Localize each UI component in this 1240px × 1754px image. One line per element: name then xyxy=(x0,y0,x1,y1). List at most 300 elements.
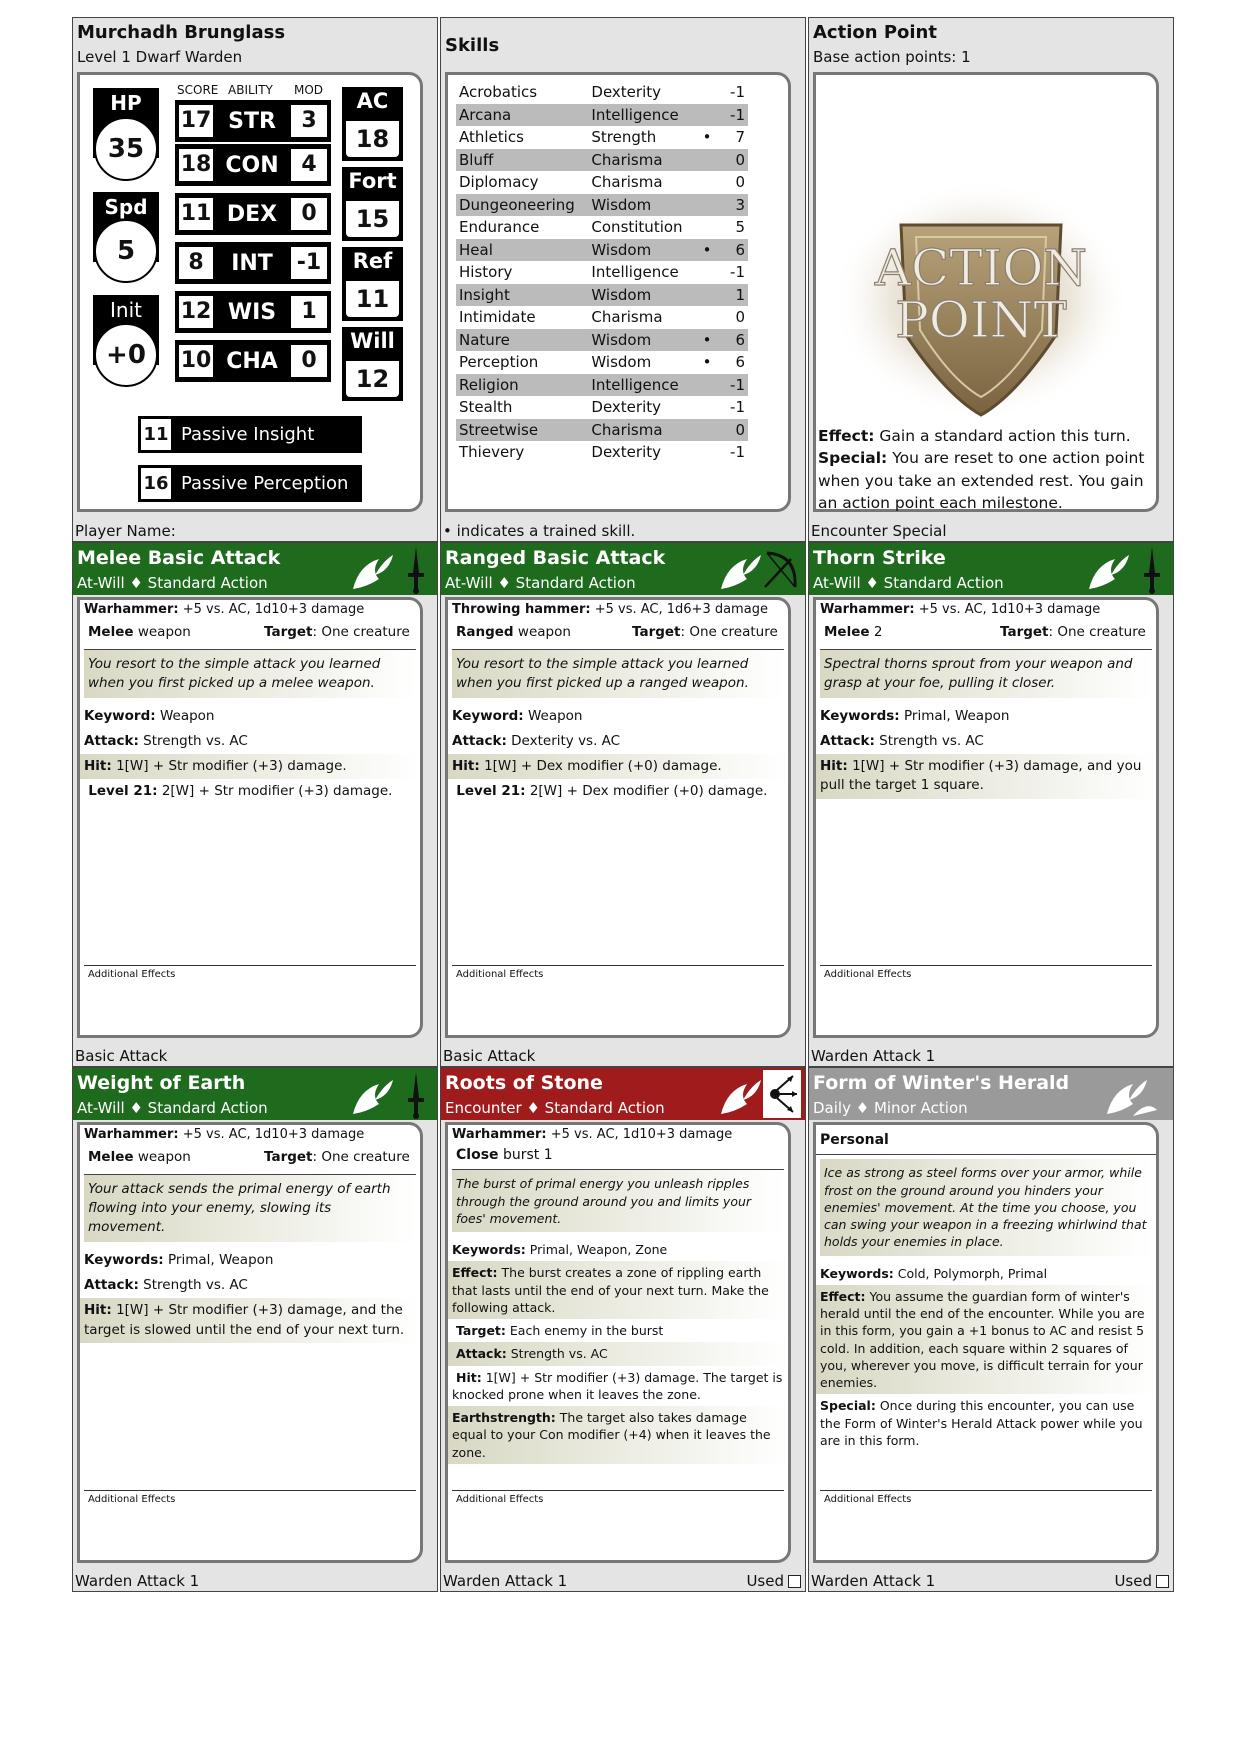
weapon-label: Warhammer: xyxy=(820,602,915,617)
skill-trained-marker xyxy=(694,419,720,442)
skill-trained-marker: • xyxy=(702,128,712,147)
keyword-label: Keyword: xyxy=(452,707,524,724)
flavor-text: Ice as strong as steel forms over your armor, while frost on the ground around you hinders your enemies' movement. At the time you choose, you can swing your weapon in a freezing whirlwind that holds your enemies in place. xyxy=(820,1159,1152,1255)
additional-effects: Additional Effects xyxy=(452,1490,784,1509)
power-body xyxy=(813,597,1159,1038)
keyword-value: Primal, Weapon, Zone xyxy=(529,1242,668,1257)
range-value: burst 1 xyxy=(502,1146,553,1163)
skill-row xyxy=(456,81,748,104)
skill-row xyxy=(456,351,748,374)
defense-will xyxy=(342,327,403,401)
skill-trained-marker xyxy=(694,441,720,464)
power-footer: Warden Attack 1 xyxy=(443,1572,568,1590)
skill-value: -1 xyxy=(730,263,745,282)
additional-effects: Additional Effects xyxy=(820,1490,1152,1509)
hit-label: Hit: xyxy=(84,758,112,775)
effect-line xyxy=(448,1261,788,1319)
skill-trained-marker xyxy=(694,81,720,104)
ability-row-cha xyxy=(175,340,331,382)
skill-name: Athletics xyxy=(459,128,524,147)
attack-value: Strength vs. AC xyxy=(143,1277,248,1294)
range-type: Melee xyxy=(824,624,870,641)
range-type: Close xyxy=(456,1146,499,1163)
ability-row-int xyxy=(175,242,331,284)
leaf-icon xyxy=(717,545,765,595)
keyword-line xyxy=(80,1248,420,1273)
power-usage: At-Will ♦ Standard Action xyxy=(813,574,1004,592)
skill-ability: Dexterity xyxy=(591,443,662,462)
ability-mod: 4 xyxy=(291,149,327,181)
power-body xyxy=(77,597,423,1038)
attack-label: Attack: xyxy=(84,733,139,750)
power-usage: Encounter ♦ Standard Action xyxy=(445,1099,665,1117)
hit-line xyxy=(80,1298,420,1342)
defense-label: Fort xyxy=(348,169,397,193)
skill-row xyxy=(456,329,748,352)
weapon-line xyxy=(80,1125,420,1144)
effect-label: Effect: xyxy=(818,427,875,445)
target-value: : One creature xyxy=(312,624,410,641)
effect-line xyxy=(816,1285,1156,1395)
range-value: weapon xyxy=(137,624,191,641)
ability-name: CON xyxy=(225,152,279,178)
ability-score: 17 xyxy=(179,105,213,137)
hit-label: Hit: xyxy=(455,1369,482,1385)
ability-score: 12 xyxy=(179,296,213,328)
target-label: Target: xyxy=(455,1323,506,1338)
leaf-icon xyxy=(349,545,397,595)
skill-name: History xyxy=(459,263,513,282)
skill-trained-marker xyxy=(694,284,720,307)
character-name: Murchadh Brunglass xyxy=(77,22,286,43)
keyword-line xyxy=(448,704,788,729)
power-footer: Basic Attack xyxy=(75,1047,168,1065)
attack-line xyxy=(80,1273,420,1298)
power-footer: Warden Attack 1 xyxy=(811,1572,936,1590)
defense-value: 15 xyxy=(346,201,399,237)
action-point-art-text-2: POINT xyxy=(895,291,1067,349)
power-header xyxy=(73,1068,437,1120)
skills-panel xyxy=(445,72,791,512)
flavor-text: Your attack sends the primal energy of earth flowing into your enemy, slowing its movement. xyxy=(84,1174,416,1242)
skill-row xyxy=(456,216,748,239)
skill-value: 0 xyxy=(735,308,745,327)
power-title: Ranged Basic Attack xyxy=(445,547,666,569)
attack-line xyxy=(448,1342,788,1365)
skill-name: Heal xyxy=(456,239,588,262)
character-stats-card xyxy=(72,17,438,542)
power-usage: At-Will ♦ Standard Action xyxy=(445,574,636,592)
skill-row xyxy=(456,104,748,127)
weapon-value: +5 vs. AC, 1d10+3 damage xyxy=(182,1127,365,1142)
passive-insight xyxy=(138,416,362,453)
power-title: Form of Winter's Herald xyxy=(813,1072,1070,1094)
defense-value: 18 xyxy=(346,121,399,157)
hit-value: 1[W] + Str modifier (+3) damage. xyxy=(116,758,347,775)
ability-row-str xyxy=(175,100,331,142)
hit-value: 1[W] + Dex modifier (+0) damage. xyxy=(484,758,722,775)
skill-trained-marker xyxy=(694,171,720,194)
flavor-text: Spectral thorns sprout from your weapon and grasp at your foe, pulling it closer. xyxy=(820,649,1152,698)
skills-footnote: • indicates a trained skill. xyxy=(443,522,636,540)
skill-name: Dungeoneering xyxy=(456,194,588,217)
skill-name: Thievery xyxy=(459,443,525,462)
skill-ability: Constitution xyxy=(591,218,683,237)
target-line xyxy=(448,1319,788,1342)
special-line xyxy=(816,1394,1156,1452)
power-body xyxy=(813,1122,1159,1563)
defense-label: AC xyxy=(356,89,389,113)
skill-ability: Intelligence xyxy=(591,263,679,282)
skill-name: Arcana xyxy=(456,104,588,127)
dagger-icon xyxy=(401,1070,431,1120)
used-label: Used xyxy=(746,1572,784,1590)
skills-card xyxy=(440,17,806,542)
ability-score: 18 xyxy=(179,149,213,181)
ability-row-dex xyxy=(175,193,331,235)
used-checkbox[interactable] xyxy=(788,1575,801,1588)
skill-row xyxy=(456,261,748,284)
keyword-line xyxy=(816,1262,1156,1285)
ability-header-label: ABILITY xyxy=(228,83,273,97)
used-checkbox-group[interactable] xyxy=(746,1572,801,1590)
init-value: +0 xyxy=(94,323,158,387)
ability-row-con xyxy=(175,144,331,186)
skill-value: 0 xyxy=(720,149,748,172)
range-type: Melee xyxy=(88,1149,134,1166)
earthstrength-value: The target also takes damage equal to your Con modifier (+4) when it leaves the zone. xyxy=(452,1410,771,1460)
skill-ability: Charisma xyxy=(591,308,663,327)
skill-row xyxy=(456,194,748,217)
power-usage: Daily ♦ Minor Action xyxy=(813,1099,968,1117)
keyword-value: Primal, Weapon xyxy=(903,707,1010,724)
defense-fort xyxy=(342,167,403,241)
defense-label: Ref xyxy=(352,249,393,273)
power-body xyxy=(445,1122,791,1563)
attack-label: Attack: xyxy=(455,1346,507,1362)
skill-value: -1 xyxy=(730,398,745,417)
skill-name: Religion xyxy=(456,374,588,397)
skill-trained-marker xyxy=(694,396,720,419)
hit-value: 1[W] + Str modifier (+3) damage, and you pull the target 1 square. xyxy=(820,758,1142,794)
attack-value: Dexterity vs. AC xyxy=(511,733,621,750)
weapon-value: +5 vs. AC, 1d10+3 damage xyxy=(918,602,1101,617)
level21-line xyxy=(448,779,788,804)
range-target-row xyxy=(80,619,420,642)
skill-name: Perception xyxy=(459,353,539,372)
keyword-value: Cold, Polymorph, Primal xyxy=(897,1265,1048,1281)
bow-icon xyxy=(761,545,801,595)
range-target-row xyxy=(448,619,788,642)
power-card-melee-basic xyxy=(72,542,438,1067)
weapon-value: +5 vs. AC, 1d10+3 damage xyxy=(182,602,365,617)
weapon-line xyxy=(816,600,1156,619)
power-card-winters-herald xyxy=(808,1067,1174,1592)
level21-label: Level 21: xyxy=(88,783,158,800)
target-value: : One creature xyxy=(312,1149,410,1166)
skill-ability: Wisdom xyxy=(588,194,694,217)
skill-value: 7 xyxy=(735,128,745,147)
speed-label: Spd xyxy=(104,195,148,219)
skill-ability: Wisdom xyxy=(588,239,694,262)
level21-label: Level 21: xyxy=(456,783,526,800)
attack-value: Strength vs. AC xyxy=(143,733,248,750)
keyword-line xyxy=(816,704,1156,729)
used-label: Used xyxy=(1114,1572,1152,1590)
leaf-icon xyxy=(1103,1070,1159,1120)
hit-line xyxy=(448,754,788,779)
power-body xyxy=(445,597,791,1038)
target-label: Target xyxy=(632,624,681,641)
target-label: Target xyxy=(1000,624,1049,641)
keyword-label: Keywords: xyxy=(820,707,900,724)
skill-row xyxy=(456,149,748,172)
skill-ability: Wisdom xyxy=(591,353,652,372)
used-checkbox[interactable] xyxy=(1156,1575,1169,1588)
dagger-icon xyxy=(401,545,431,595)
passive-perception-value: 16 xyxy=(141,468,171,499)
player-name-label: Player Name: xyxy=(75,522,176,540)
level21-value: 2[W] + Str modifier (+3) damage. xyxy=(161,783,393,800)
power-body xyxy=(77,1122,423,1563)
range-target-row xyxy=(80,1144,420,1167)
score-header: SCORE xyxy=(177,83,219,97)
skill-name: Intimidate xyxy=(459,308,536,327)
passive-insight-label: Passive Insight xyxy=(181,424,315,445)
defense-label: Will xyxy=(350,329,395,353)
power-header xyxy=(809,1068,1173,1120)
power-header xyxy=(73,543,437,595)
skill-ability: Wisdom xyxy=(588,329,694,352)
skill-ability: Charisma xyxy=(591,173,663,192)
hit-label: Hit: xyxy=(820,758,848,775)
skill-row xyxy=(456,419,748,442)
hp-label: HP xyxy=(110,91,142,115)
skill-row xyxy=(456,171,748,194)
power-card-roots-of-stone xyxy=(440,1067,806,1592)
stats-panel xyxy=(77,72,423,512)
ability-name: STR xyxy=(228,108,276,134)
action-point-card xyxy=(808,17,1174,542)
power-card-ranged-basic xyxy=(440,542,806,1067)
ability-mod: 0 xyxy=(291,345,327,377)
skill-ability: Dexterity xyxy=(591,398,662,417)
flavor-text: You resort to the simple attack you learned when you first picked up a ranged weapon. xyxy=(452,649,784,698)
weapon-label: Warhammer: xyxy=(452,1127,547,1142)
ability-name: WIS xyxy=(227,299,277,325)
hit-label: Hit: xyxy=(84,1302,112,1319)
keyword-value: Weapon xyxy=(527,707,583,724)
power-title: Weight of Earth xyxy=(77,1072,246,1094)
target-value: Each enemy in the burst xyxy=(509,1323,664,1338)
hit-line xyxy=(80,754,420,779)
skill-value: 6 xyxy=(735,353,745,372)
skill-value: 0 xyxy=(735,173,745,192)
earthstrength-line xyxy=(448,1406,788,1464)
additional-effects: Additional Effects xyxy=(452,965,784,984)
power-usage: At-Will ♦ Standard Action xyxy=(77,1099,268,1117)
passive-insight-value: 11 xyxy=(141,419,171,450)
power-header xyxy=(441,543,805,595)
init-label: Init xyxy=(110,298,142,322)
ability-mod: 0 xyxy=(291,198,327,230)
skill-trained-marker xyxy=(694,216,720,239)
range-value: weapon xyxy=(517,624,571,641)
effect-value: The burst creates a zone of rippling earth that lasts until the end of your next turn. Make the following attack. xyxy=(452,1265,769,1315)
skill-name: Streetwise xyxy=(456,419,588,442)
target-label: Target xyxy=(264,1149,313,1166)
skills-table xyxy=(456,81,748,464)
skill-row xyxy=(456,374,748,397)
ability-score: 10 xyxy=(179,345,213,377)
hit-line xyxy=(448,1366,788,1407)
weapon-label: Throwing hammer: xyxy=(452,602,591,617)
skill-trained-marker xyxy=(694,306,720,329)
hit-line xyxy=(816,754,1156,798)
hit-value: 1[W] + Str modifier (+3) damage. The target is knocked prone when it leaves the zone. xyxy=(452,1369,783,1402)
attack-value: Strength vs. AC xyxy=(879,733,984,750)
skill-trained-marker xyxy=(694,194,720,217)
skill-value: 6 xyxy=(720,239,748,262)
skill-value: -1 xyxy=(730,83,745,102)
skill-name: Bluff xyxy=(456,149,588,172)
defense-ref xyxy=(342,247,403,321)
skill-value: 5 xyxy=(735,218,745,237)
defense-value: 11 xyxy=(346,281,399,317)
skill-name: Endurance xyxy=(459,218,540,237)
power-footer: Warden Attack 1 xyxy=(75,1572,200,1590)
skill-trained-marker: • xyxy=(694,329,720,352)
passive-perception xyxy=(138,465,362,502)
ability-score: 11 xyxy=(179,198,213,230)
ability-mod: 1 xyxy=(291,296,327,328)
passive-perception-label: Passive Perception xyxy=(181,473,349,494)
ability-score: 8 xyxy=(179,247,213,279)
skill-ability: Intelligence xyxy=(588,104,694,127)
skill-ability: Charisma xyxy=(588,149,694,172)
attack-label: Attack: xyxy=(84,1277,139,1294)
ability-name: DEX xyxy=(226,201,278,227)
dagger-icon xyxy=(1137,545,1167,595)
range-row xyxy=(816,1125,1156,1155)
attack-label: Attack: xyxy=(452,733,507,750)
attack-value: Strength vs. AC xyxy=(510,1346,608,1362)
action-point-art xyxy=(816,75,1146,435)
defense-value: 12 xyxy=(346,361,399,397)
weapon-value: +5 vs. AC, 1d6+3 damage xyxy=(594,602,768,617)
skill-name: Insight xyxy=(456,284,588,307)
skill-name: Stealth xyxy=(459,398,513,417)
skill-row xyxy=(456,284,748,307)
speed-value: 5 xyxy=(94,219,158,283)
skill-row xyxy=(456,441,748,464)
range-value: weapon xyxy=(137,1149,191,1166)
leaf-icon xyxy=(349,1070,397,1120)
skill-row xyxy=(456,396,748,419)
action-point-panel xyxy=(813,72,1159,512)
weapon-line xyxy=(448,600,788,619)
keyword-label: Keywords: xyxy=(820,1265,894,1281)
power-card-weight-of-earth xyxy=(72,1067,438,1592)
range-type: Melee xyxy=(88,624,134,641)
power-title: Thorn Strike xyxy=(813,547,946,569)
action-point-text xyxy=(818,425,1152,515)
range-type: Ranged xyxy=(456,624,514,641)
weapon-line xyxy=(80,600,420,619)
keyword-value: Weapon xyxy=(159,707,215,724)
skill-trained-marker xyxy=(694,261,720,284)
attack-line xyxy=(816,729,1156,754)
leaf-icon xyxy=(717,1070,765,1120)
additional-effects: Additional Effects xyxy=(84,965,416,984)
target-value: : One creature xyxy=(680,624,778,641)
action-point-footer: Encounter Special xyxy=(811,522,947,540)
hit-label: Hit: xyxy=(452,758,480,775)
ability-row-wis xyxy=(175,291,331,333)
special-label: Special: xyxy=(818,449,888,468)
skill-value: -1 xyxy=(730,443,745,462)
keyword-value: Primal, Weapon xyxy=(167,1252,274,1269)
skill-value: -1 xyxy=(720,374,748,397)
used-checkbox-group[interactable] xyxy=(1114,1572,1169,1590)
keyword-label: Keyword: xyxy=(84,707,156,724)
skill-trained-marker xyxy=(694,149,720,172)
keyword-line xyxy=(80,704,420,729)
skill-value: -1 xyxy=(720,104,748,127)
attack-line xyxy=(80,729,420,754)
skill-trained-marker xyxy=(694,104,720,127)
range-type: Personal xyxy=(820,1132,889,1148)
hp-value: 35 xyxy=(94,117,158,181)
mod-header: MOD xyxy=(294,83,324,97)
keyword-label: Keywords: xyxy=(452,1242,526,1257)
flavor-text: The burst of primal energy you unleash ripples through the ground around you and limits your foes' movement. xyxy=(452,1169,784,1232)
burst-icon xyxy=(763,1070,801,1118)
special-label: Special: xyxy=(820,1398,876,1414)
power-usage: At-Will ♦ Standard Action xyxy=(77,574,268,592)
effect-label: Effect: xyxy=(452,1265,498,1281)
skill-value: 3 xyxy=(720,194,748,217)
weapon-value: +5 vs. AC, 1d10+3 damage xyxy=(550,1127,733,1142)
effect-value: You assume the guardian form of winter's herald until the end of the encounter. While you are in this form, you gain a +1 bonus to AC and resist 5 cold. In addition, each square within 2 squares of you, wherever you move, is difficult terrain for your enemies. xyxy=(820,1288,1145,1391)
special-text: You are reset to one action point when you take an extended rest. You gain an action point each milestone. xyxy=(818,449,1145,513)
action-point-subtitle: Base action points: 1 xyxy=(813,48,971,66)
skill-ability: Strength xyxy=(591,128,657,147)
skill-value: 1 xyxy=(720,284,748,307)
effect-label: Effect: xyxy=(820,1288,866,1304)
power-header xyxy=(441,1068,805,1120)
skill-row xyxy=(456,239,748,262)
skill-row xyxy=(456,126,748,149)
skills-title: Skills xyxy=(445,35,500,56)
level21-value: 2[W] + Dex modifier (+0) damage. xyxy=(529,783,768,800)
character-subtitle: Level 1 Dwarf Warden xyxy=(77,48,243,66)
skill-name: Diplomacy xyxy=(459,173,539,192)
skill-trained-marker: • xyxy=(694,239,720,262)
power-card-thorn-strike xyxy=(808,542,1174,1067)
additional-effects: Additional Effects xyxy=(820,965,1152,984)
skill-value: 0 xyxy=(720,419,748,442)
ability-name: INT xyxy=(231,250,273,276)
ability-name: CHA xyxy=(226,348,278,374)
power-title: Roots of Stone xyxy=(445,1072,603,1094)
target-label: Target xyxy=(264,624,313,641)
weapon-label: Warhammer: xyxy=(84,1127,179,1142)
power-title: Melee Basic Attack xyxy=(77,547,281,569)
skill-ability: Intelligence xyxy=(588,374,694,397)
power-footer: Basic Attack xyxy=(443,1047,536,1065)
target-value: : One creature xyxy=(1048,624,1146,641)
